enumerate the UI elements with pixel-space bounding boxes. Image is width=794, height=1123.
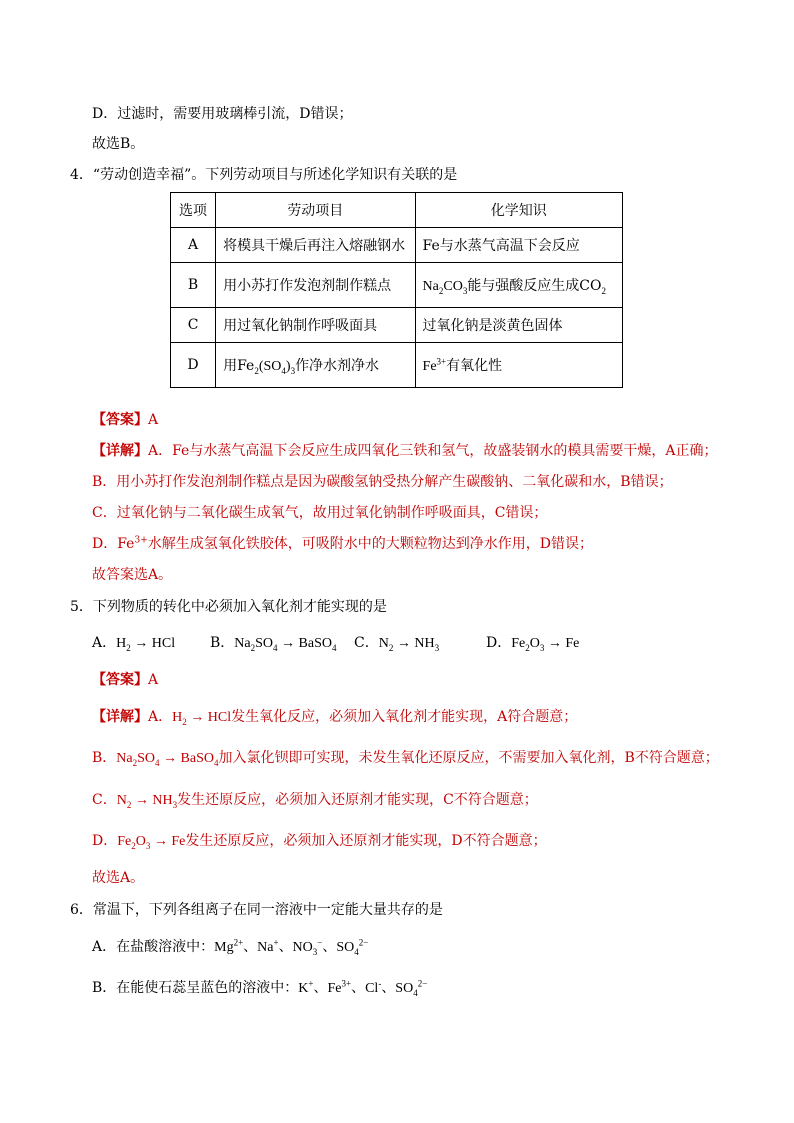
prev-option-d-detail: D．过滤时，需要用玻璃棒引流，D错误；: [92, 106, 353, 122]
row-knowledge: Fe与水蒸气高温下会反应: [415, 228, 622, 263]
table-row: [171, 308, 623, 343]
q5-answer: 【答案】A: [92, 672, 159, 688]
row-knowledge: $Fe^{3+}$有氧化性: [415, 343, 622, 388]
q4-stem: 4．“劳动创造幸福”。下列劳动项目与所述化学知识有关联的是: [70, 167, 458, 183]
q5-detail-a: 【详解】A．$H_2$ → HCl发生氧化反应，必须加入氧化剂才能实现，A符合题意；: [92, 709, 578, 727]
row-option: A: [171, 228, 216, 263]
q6-stem: 6．常温下，下列各组离子在同一溶液中一定能大量共存的是: [70, 902, 443, 918]
q4-detail-b: B．用小苏打作发泡剂制作糕点是因为碳酸氢钠受热分解产生碳酸钠、二氧化碳和水，B错误；: [92, 474, 673, 490]
header-option: 选项: [171, 193, 216, 228]
q4-detail-d: D．$Fe^{3+}$水解生成氢氧化铁胶体，可吸附水中的大颗粒物达到净水作用，D错误；: [92, 535, 593, 552]
q5-option-b: B．$Na_2SO_4$ → BaSO$_4$: [210, 635, 337, 653]
header-project: 劳动项目: [216, 193, 415, 228]
q6-option-a: A．在盐酸溶液中：$Mg^{2+}$、Na+、$NO_3^-$、$SO_4^{2-}$: [92, 937, 369, 957]
prev-conclusion: 故选B。: [92, 136, 145, 152]
q4-answer: 【答案】A: [92, 412, 159, 428]
q4-conclusion: 故答案选A。: [92, 567, 173, 583]
table-row: [171, 228, 623, 263]
q4-detail-a: 【详解】A．Fe与水蒸气高温下会反应生成四氧化三铁和氢气，故盛装钢水的模具需要干燥，A正确；: [92, 443, 718, 459]
row-option: C: [171, 308, 216, 343]
row-project: 将模具干燥后再注入熔融钢水: [216, 228, 415, 263]
q5-option-c: C．$N_2 \to NH_3$: [354, 635, 440, 653]
table-row: [171, 343, 623, 388]
table-row: [171, 263, 623, 308]
header-knowledge: 化学知识: [415, 193, 622, 228]
q5-detail-d: D．$Fe_2O_3 \to Fe$发生还原反应，必须加入还原剂才能实现，D不符合题意；: [92, 833, 547, 851]
row-project: 用过氧化钠制作呼吸面具: [216, 308, 415, 343]
row-project: 用小苏打作发泡剂制作糕点: [216, 263, 415, 308]
row-option: B: [171, 263, 216, 308]
row-knowledge: 过氧化钠是淡黄色固体: [415, 308, 622, 343]
q5-option-a: A．$H_2$ → HCl: [92, 635, 176, 653]
row-option: D: [171, 343, 216, 388]
q4-table: [170, 192, 623, 388]
q5-detail-b: B．$Na_2SO_4$ → BaSO$_4$加入氯化钡即可实现，未发生氧化还原反应，不需要加入氧化剂，B不符合题意；: [92, 750, 719, 768]
row-project: 用$Fe_2(SO_4)_3$作净水剂净水: [216, 343, 415, 388]
q5-conclusion: 故选A。: [92, 870, 145, 886]
q5-option-d: D．$Fe_2O_3 \to Fe$: [486, 635, 580, 653]
table-header-row: [171, 193, 623, 228]
q4-detail-c: C．过氧化钠与二氧化碳生成氧气，故用过氧化钠制作呼吸面具，C错误；: [92, 505, 548, 521]
row-knowledge: $Na_2CO_3$能与强酸反应生成$CO_2$: [415, 263, 622, 308]
q5-detail-c: C．$N_2 \to NH_3$发生还原反应，必须加入还原剂才能实现，C不符合题意；: [92, 792, 538, 810]
q6-option-b: B．在能使石蕊呈蓝色的溶液中：K+、$Fe^{3+}$、Cl-、$SO_4^{2-}$: [92, 978, 428, 998]
q5-stem: 5．下列物质的转化中必须加入氧化剂才能实现的是: [70, 599, 387, 615]
